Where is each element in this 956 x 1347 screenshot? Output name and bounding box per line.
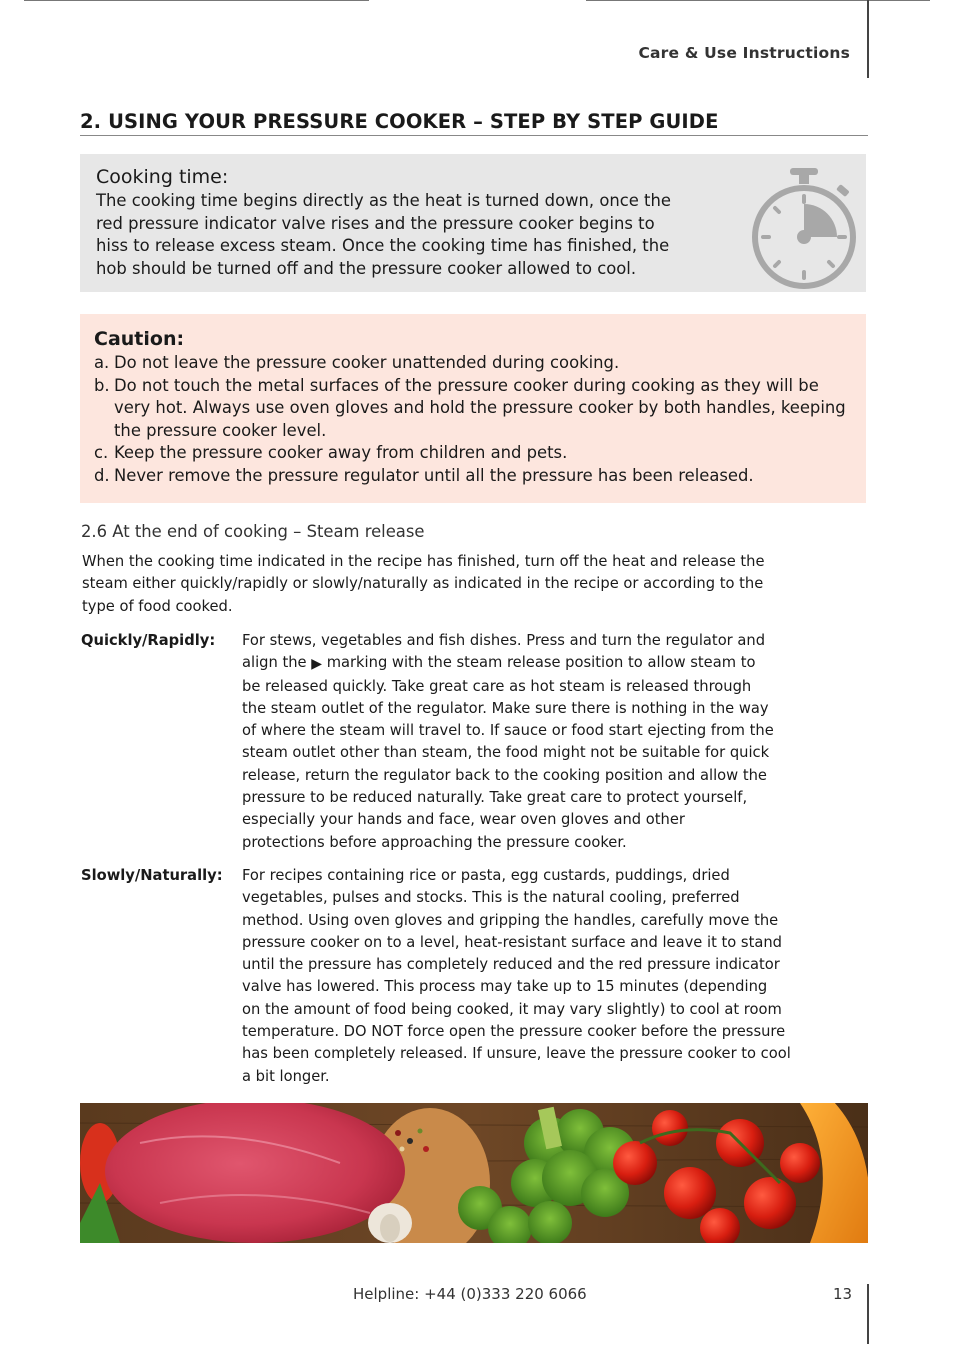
cooking-time-line: The cooking time begins directly as the heat is turned down, once the xyxy=(96,191,671,210)
quick-line-part: align the xyxy=(242,654,312,672)
caution-item xyxy=(94,442,859,465)
caution-item xyxy=(94,375,859,443)
section-heading: 2. USING YOUR PRESSURE COOKER – STEP BY STEP GUIDE xyxy=(80,110,868,136)
slow-line: vegetables, pulses and stocks. This is the natural cooling, preferred xyxy=(242,889,740,907)
slow-release-description xyxy=(242,865,870,1088)
slow-line: on the amount of food being cooked, it may vary slightly) to cool at room xyxy=(242,1000,782,1018)
subsection-title: 2.6 At the end of cooking – Steam release xyxy=(81,522,425,541)
caution-list xyxy=(94,352,859,488)
play-arrow-icon: ▶ xyxy=(311,656,323,673)
cooking-time-text xyxy=(96,190,746,280)
top-rule-left xyxy=(24,0,369,1)
quick-line: be released quickly. Take great care as hot steam is released through xyxy=(242,677,752,695)
slow-release-term: Slowly/Naturally: xyxy=(81,867,223,884)
quick-line: release, return the regulator back to the cooking position and allow the xyxy=(242,766,767,784)
food-photo-banner xyxy=(80,1103,868,1243)
cooking-time-line: hob should be turned off and the pressure cooker allowed to cool. xyxy=(96,258,637,278)
stopwatch-icon xyxy=(748,166,860,290)
cooking-time-title: Cooking time: xyxy=(96,166,229,188)
page-number: 13 xyxy=(833,1285,853,1303)
top-rule-right xyxy=(586,0,930,1)
slow-line: pressure cooker on to a level, heat-resistant surface and leave it to stand xyxy=(242,933,782,951)
margin-rule-bottom xyxy=(867,1284,869,1344)
quick-release-description xyxy=(242,630,870,854)
quick-line: especially your hands and face, wear oven gloves and other xyxy=(242,811,685,829)
caution-item-text: Never remove the pressure regulator until all the pressure has been released. xyxy=(114,465,754,485)
cooking-time-box xyxy=(80,154,866,292)
margin-rule-top xyxy=(867,0,869,78)
quick-line: the steam outlet of the regulator. Make sure there is nothing in the way xyxy=(242,699,769,717)
cooking-time-line: hiss to release excess steam. Once the cooking time has finished, the xyxy=(96,236,670,256)
caution-item-text: Keep the pressure cooker away from children and pets. xyxy=(114,443,568,463)
quick-line: protections before approaching the pressure cooker. xyxy=(242,833,627,851)
quick-line xyxy=(242,652,870,675)
caution-item xyxy=(94,352,859,375)
caution-item-letter: b. xyxy=(94,375,110,395)
slow-line: method. Using oven gloves and gripping the handles, carefully move the xyxy=(242,911,779,929)
caution-box xyxy=(80,314,866,503)
caution-item-letter: c. xyxy=(94,443,109,463)
caution-item-letter: a. xyxy=(94,353,110,372)
quick-line: of where the steam will travel to. If sauce or food start ejecting from the xyxy=(242,722,774,740)
quick-line-part: marking with the steam release position to allow steam to xyxy=(322,654,756,672)
footer-helpline: Helpline: +44 (0)333 220 6066 xyxy=(353,1285,587,1303)
cooking-time-line: red pressure indicator valve rises and the pressure cooker begins to xyxy=(96,213,655,233)
slow-line: has been completely released. If unsure, leave the pressure cooker to cool xyxy=(242,1045,791,1063)
intro-line: type of food cooked. xyxy=(82,597,233,615)
slow-line: valve has lowered. This process may take up to 15 minutes (depending xyxy=(242,978,768,996)
intro-line: steam either quickly/rapidly or slowly/naturally as indicated in the recipe or according to the xyxy=(82,575,764,593)
caution-item-text: Do not touch the metal surfaces of the pressure cooker during cooking as they will be very hot. Always use oven gloves and hold the pressure cooker by both handles, keeping the pressure cooker level. xyxy=(114,375,846,440)
intro-line: When the cooking time indicated in the recipe has finished, turn off the heat and release the xyxy=(82,553,765,570)
slow-line: temperature. DO NOT force open the pressure cooker before the pressure xyxy=(242,1023,786,1041)
caution-item xyxy=(94,465,859,488)
caution-item-letter: d. xyxy=(94,465,110,485)
quick-line: For stews, vegetables and fish dishes. Press and turn the regulator and xyxy=(242,632,766,649)
caution-item-text: Do not leave the pressure cooker unattended during cooking. xyxy=(114,353,620,372)
slow-line: until the pressure has completely reduced and the red pressure indicator xyxy=(242,956,780,974)
quick-release-term: Quickly/Rapidly: xyxy=(81,632,216,649)
steam-release-intro xyxy=(82,551,872,618)
caution-title: Caution: xyxy=(94,328,185,350)
slow-line: a bit longer. xyxy=(242,1067,330,1085)
quick-line: steam outlet other than steam, the food might not be suitable for quick xyxy=(242,744,770,762)
slow-line: For recipes containing rice or pasta, egg custards, puddings, dried xyxy=(242,867,730,884)
quick-line: pressure to be reduced naturally. Take great care to protect yourself, xyxy=(242,789,748,807)
running-header: Care & Use Instructions xyxy=(638,44,850,62)
